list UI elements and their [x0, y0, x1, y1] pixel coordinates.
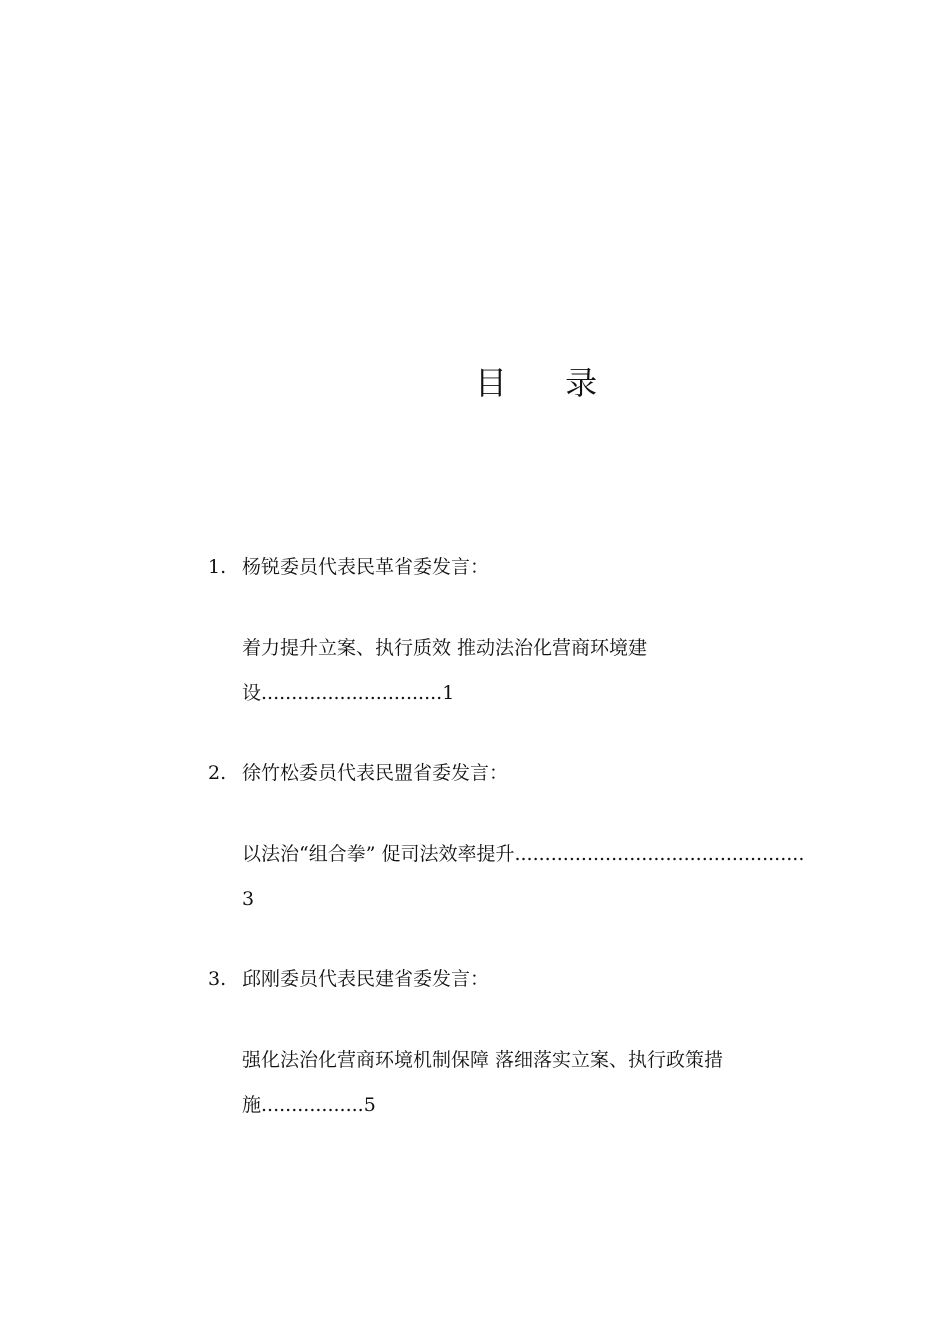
- toc-entry-title[interactable]: [242, 832, 816, 922]
- toc-entry-speaker: [208, 550, 818, 584]
- toc-entry-title-text: 着力提升立案、执行质效 推动法治化营商环境建设: [242, 637, 648, 704]
- toc-title: 目 录: [474, 364, 622, 402]
- toc-entry-speaker: [208, 962, 818, 996]
- table-of-contents: [208, 550, 818, 1168]
- toc-entry-number: 3.: [208, 968, 227, 990]
- toc-entry-speaker-text: 杨锐委员代表民革省委发言：: [242, 556, 490, 578]
- toc-entry-1: [208, 550, 818, 716]
- toc-entry-page: 3: [242, 888, 255, 910]
- toc-entry-page: 5: [363, 1094, 376, 1116]
- toc-entry-speaker-text: 徐竹松委员代表民盟省委发言：: [242, 762, 509, 784]
- toc-entry-leader: .................: [261, 1094, 364, 1116]
- toc-entry-speaker: [208, 756, 818, 790]
- toc-entry-title-text: 强化法治化营商环境机制保障 落细落实立案、执行政策措施: [242, 1049, 724, 1116]
- toc-entry-3: [208, 962, 818, 1128]
- toc-entry-title[interactable]: [242, 1038, 816, 1128]
- toc-entry-leader: ................................................: [514, 843, 805, 865]
- toc-entry-number: 2.: [208, 762, 227, 784]
- toc-entry-number: 1.: [208, 556, 227, 578]
- toc-entry-speaker-text: 邱刚委员代表民建省委发言：: [242, 968, 490, 990]
- toc-entry-title[interactable]: [242, 626, 816, 716]
- toc-entry-title-text: 以法治“组合拳” 促司法效率提升: [242, 843, 515, 865]
- toc-entry-2: [208, 756, 818, 922]
- toc-entry-page: 1: [442, 682, 455, 704]
- toc-entry-leader: ..............................: [261, 682, 443, 704]
